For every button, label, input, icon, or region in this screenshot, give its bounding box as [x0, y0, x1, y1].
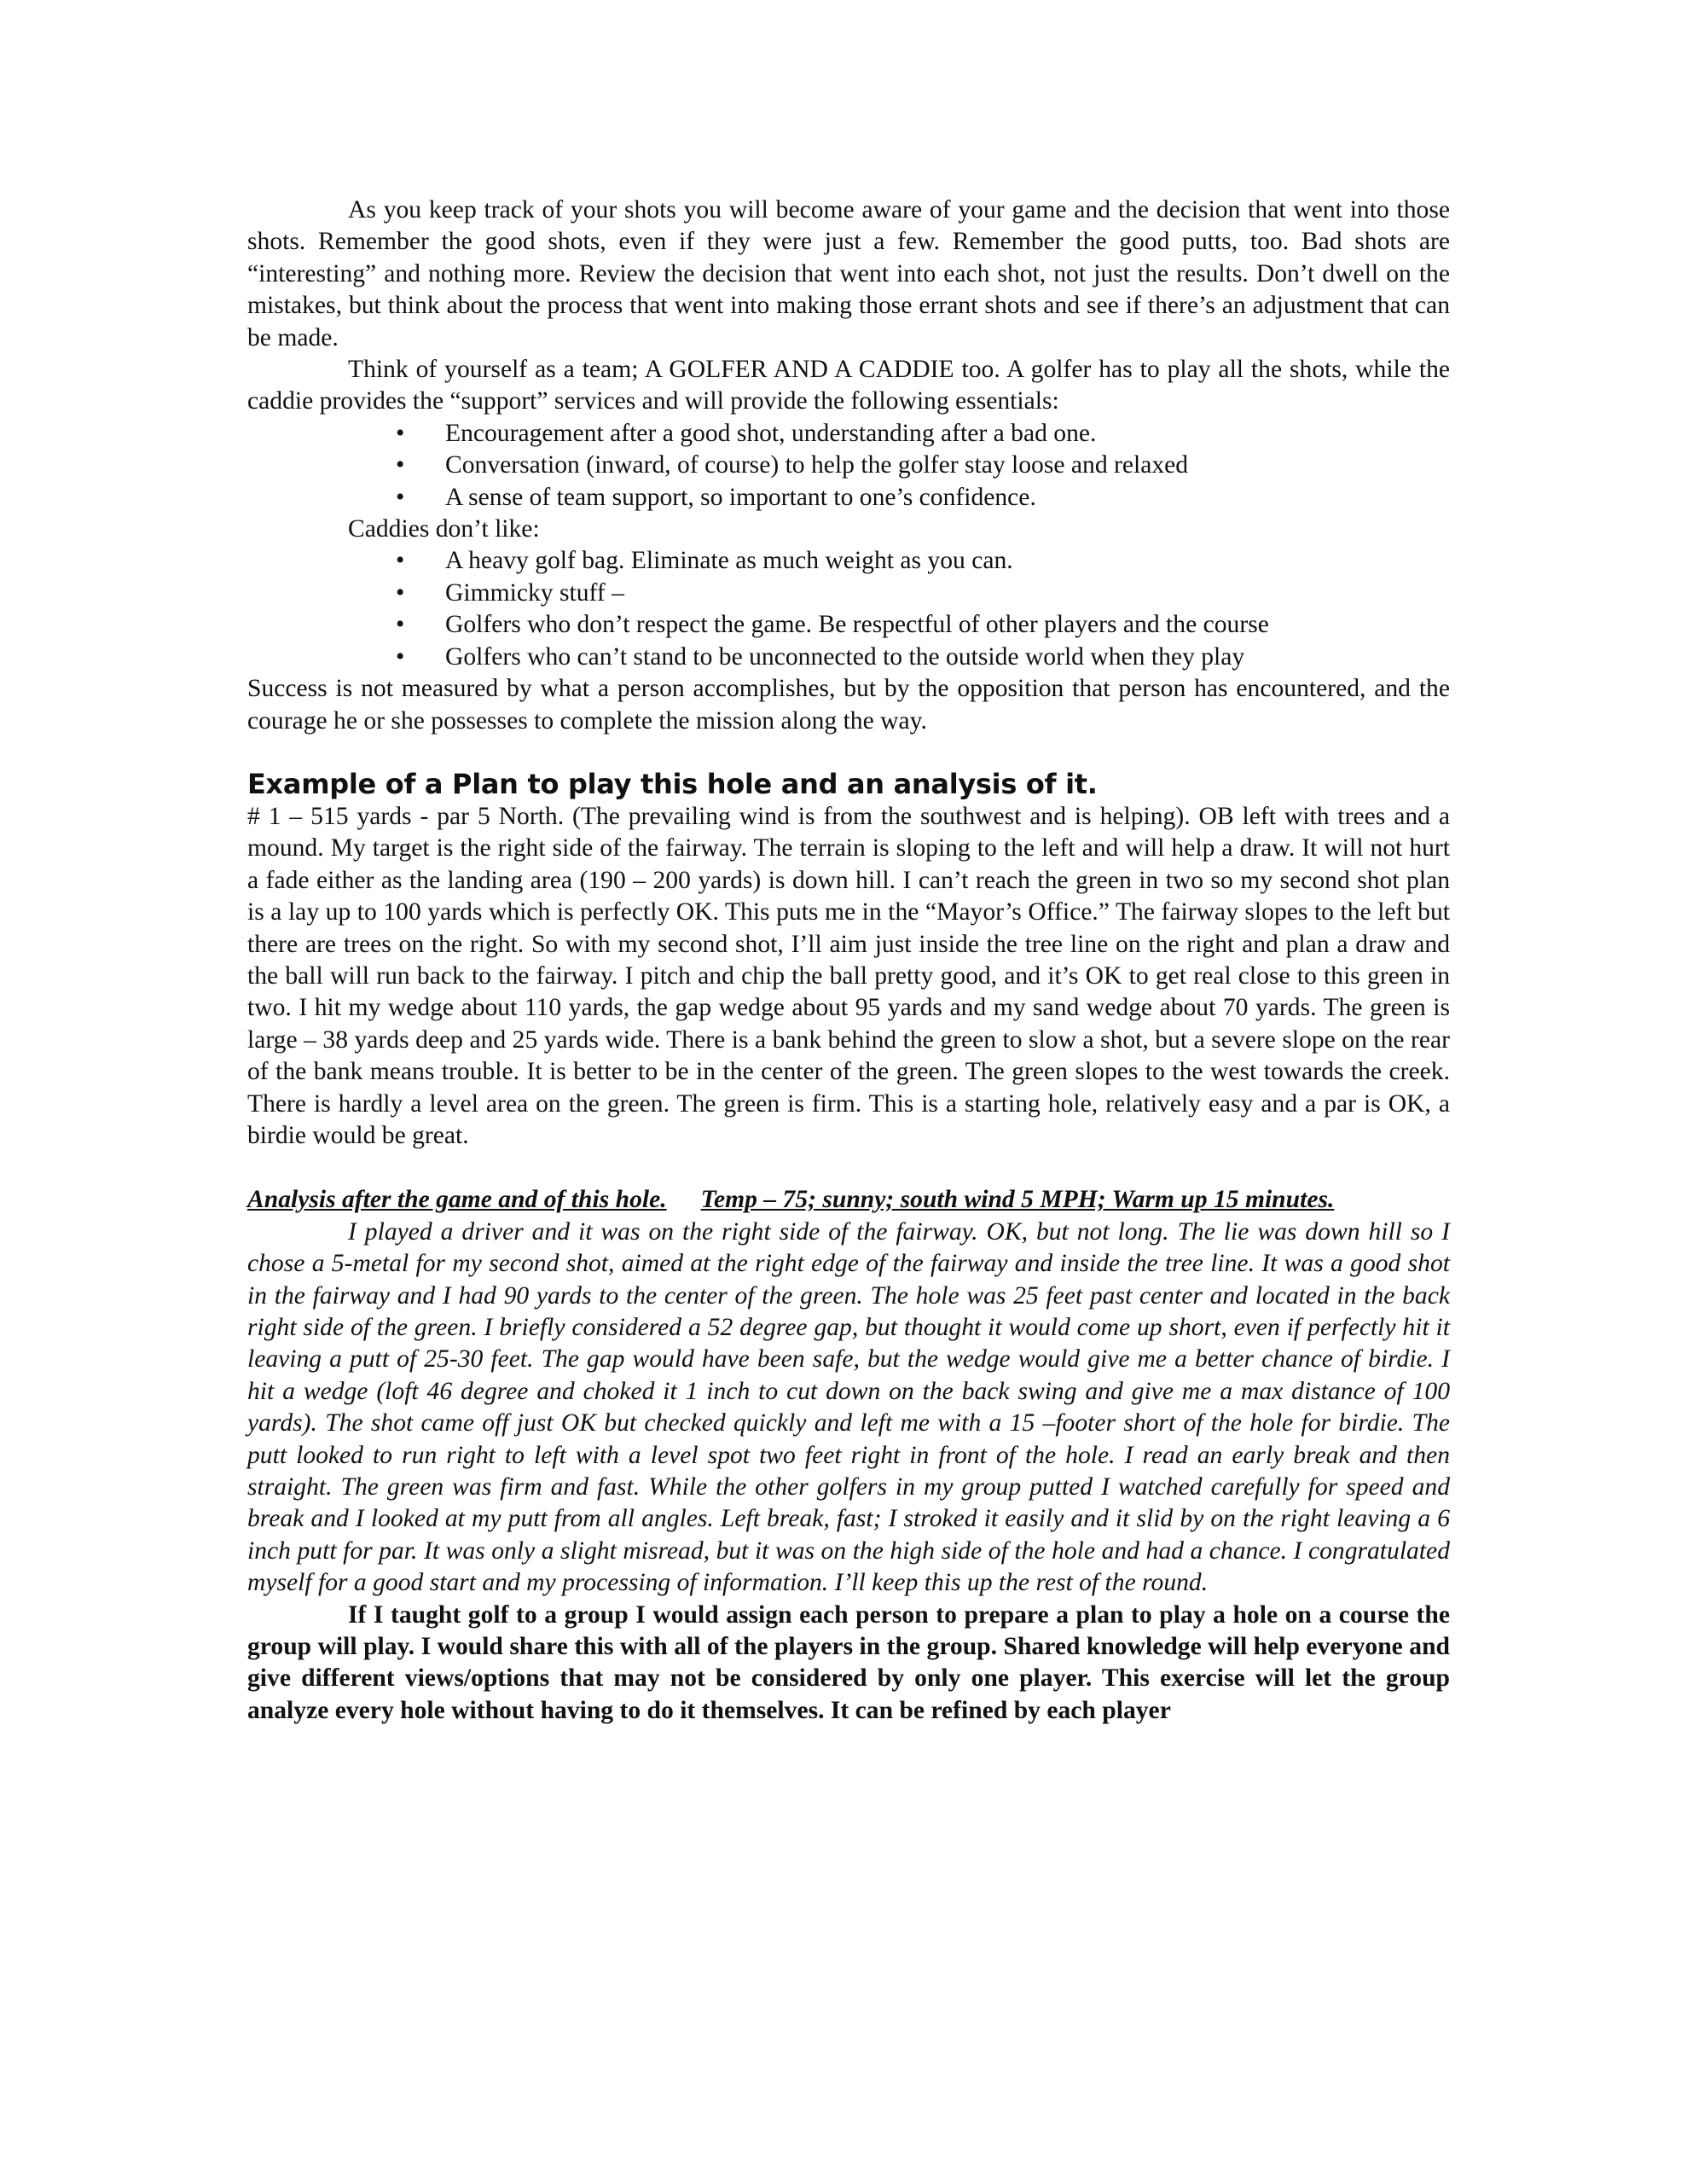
list-item-text: Golfers who don’t respect the game. Be respectful of other players and the course: [445, 611, 1269, 639]
document-body: [247, 195, 1450, 1727]
teaching-note: If I taught golf to a group I would assign each person to prepare a plan to play a hole on a course the group will play. I would share this with all of the players in the group. Shared knowledge will help everyone and give different views/options that may not be considered by only one player. This exercise will let the group analyze every hole without having to do it themselves. It can be refined by each player: [247, 1600, 1450, 1724]
analysis-title: Analysis after the game and of this hole.: [247, 1186, 667, 1214]
plan-heading: Example of a Plan to play this hole and an analysis of it.: [247, 767, 1098, 800]
analysis-heading: [247, 1184, 1450, 1216]
list-item: [247, 578, 1450, 609]
list-item: [247, 642, 1450, 673]
list-item-text: A heavy golf bag. Eliminate as much weight as you can.: [445, 547, 1013, 575]
caddie-dislikes-list: [247, 545, 1450, 673]
list-item-text: Gimmicky stuff –: [445, 578, 624, 607]
bullet-icon: •: [396, 611, 405, 639]
list-item-text: Golfers who can’t stand to be unconnected to the outside world when they play: [445, 642, 1245, 671]
team-paragraph: Think of yourself as a team; A GOLFER AND A CADDIE too. A golfer has to play all the shots, while the caddie provides the “support” services and will provide the following essentials:: [247, 356, 1450, 415]
bullet-icon: •: [396, 451, 405, 479]
analysis-body: I played a driver and it was on the right side of the fairway. OK, but not long. The lie was down hill so I chose a 5-metal for my second shot, aimed at the right edge of the fairway and inside the tree line. It was a good shot in the fairway and I had 90 yards to the center of the green. The hole was 25 feet past center and located in the back right side of the green. I briefly considered a 52 degree gap, but thought it would come up short, even if perfectly hit it leaving a putt of 25-30 feet. The gap would have been safe, but the wedge would give me a better chance of birdie. I hit a wedge (loft 46 degree and choked it 1 inch to cut down on the back swing and give me a max distance of 100 yards). The shot came off just OK but checked quickly and left me with a 15 –footer short of the hole for birdie. The putt looked to run right to left with a level spot two feet right in front of the hole. I read an early break and then straight. The green was firm and fast. While the other golfers in my group putted I watched carefully for speed and break and I looked at my putt from all angles. Left break, fast; I stroked it easily and it slid by on the right leaving a 6 inch putt for par. It was only a slight misread, but it was on the high side of the hole and had a chance. I congratulated myself for a good start and my processing of information. I’ll keep this up the rest of the round.: [247, 1217, 1450, 1597]
intro-paragraph: As you keep track of your shots you will become aware of your game and the decision that went into those shots. Remember the good shots, even if they were just a few. Remember the good putts, too. Bad shots are “interesting” and nothing more. Review the decision that went into each shot, not just the results. Don’t dwell on the mistakes, but think about the process that went into making those errant shots and see if there’s an adjustment that can be made.: [247, 196, 1450, 351]
bullet-icon: •: [396, 578, 405, 607]
list-item-text: Encouragement after a good shot, understanding after a bad one.: [445, 419, 1097, 447]
bullet-icon: •: [396, 483, 405, 511]
list-item: [247, 418, 1450, 450]
caddie-essentials-list: [247, 418, 1450, 514]
dislikes-heading: Caddies don’t like:: [348, 515, 540, 543]
list-item: [247, 545, 1450, 577]
plan-body: # 1 – 515 yards - par 5 North. (The prevailing wind is from the southwest and is helping). OB left with trees and a mound. My target is the right side of the fairway. The terrain is sloping to the left and will help a draw. It will not hurt a fade either as the landing area (190 – 200 yards) is down hill. I can’t reach the green in two so my second shot plan is a lay up to 100 yards which is perfectly OK. This puts me in the “Mayor’s Office.” The fairway slopes to the left but there are trees on the right. So with my second shot, I’ll aim just inside the tree line on the right and plan a draw and the ball will run back to the fairway. I pitch and chip the ball pretty good, and it’s OK to get real close to this green in two. I hit my wedge about 110 yards, the gap wedge about 95 yards and my sand wedge about 70 yards. The green is large – 38 yards deep and 25 yards wide. There is a bank behind the green to slow a shot, but a severe slope on the rear of the bank means trouble. It is better to be in the center of the green. The green slopes to the west towards the creek. There is hardly a level area on the green. The green is firm. This is a starting hole, relatively easy and a par is OK, a birdie would be great.: [247, 802, 1450, 1149]
list-item: [247, 450, 1450, 481]
analysis-conditions: Temp – 75; sunny; south wind 5 MPH; Warm up 15 minutes.: [700, 1186, 1335, 1214]
list-item-text: Conversation (inward, of course) to help the golfer stay loose and relaxed: [445, 451, 1189, 479]
list-item: [247, 609, 1450, 641]
list-item: [247, 482, 1450, 514]
success-quote: Success is not measured by what a person accomplishes, but by the opposition that person has encountered, and the courage he or she possesses to complete the mission along the way.: [247, 675, 1450, 735]
bullet-icon: •: [396, 419, 405, 447]
list-item-text: A sense of team support, so important to one’s confidence.: [445, 483, 1036, 511]
bullet-icon: •: [396, 642, 405, 671]
bullet-icon: •: [396, 547, 405, 575]
